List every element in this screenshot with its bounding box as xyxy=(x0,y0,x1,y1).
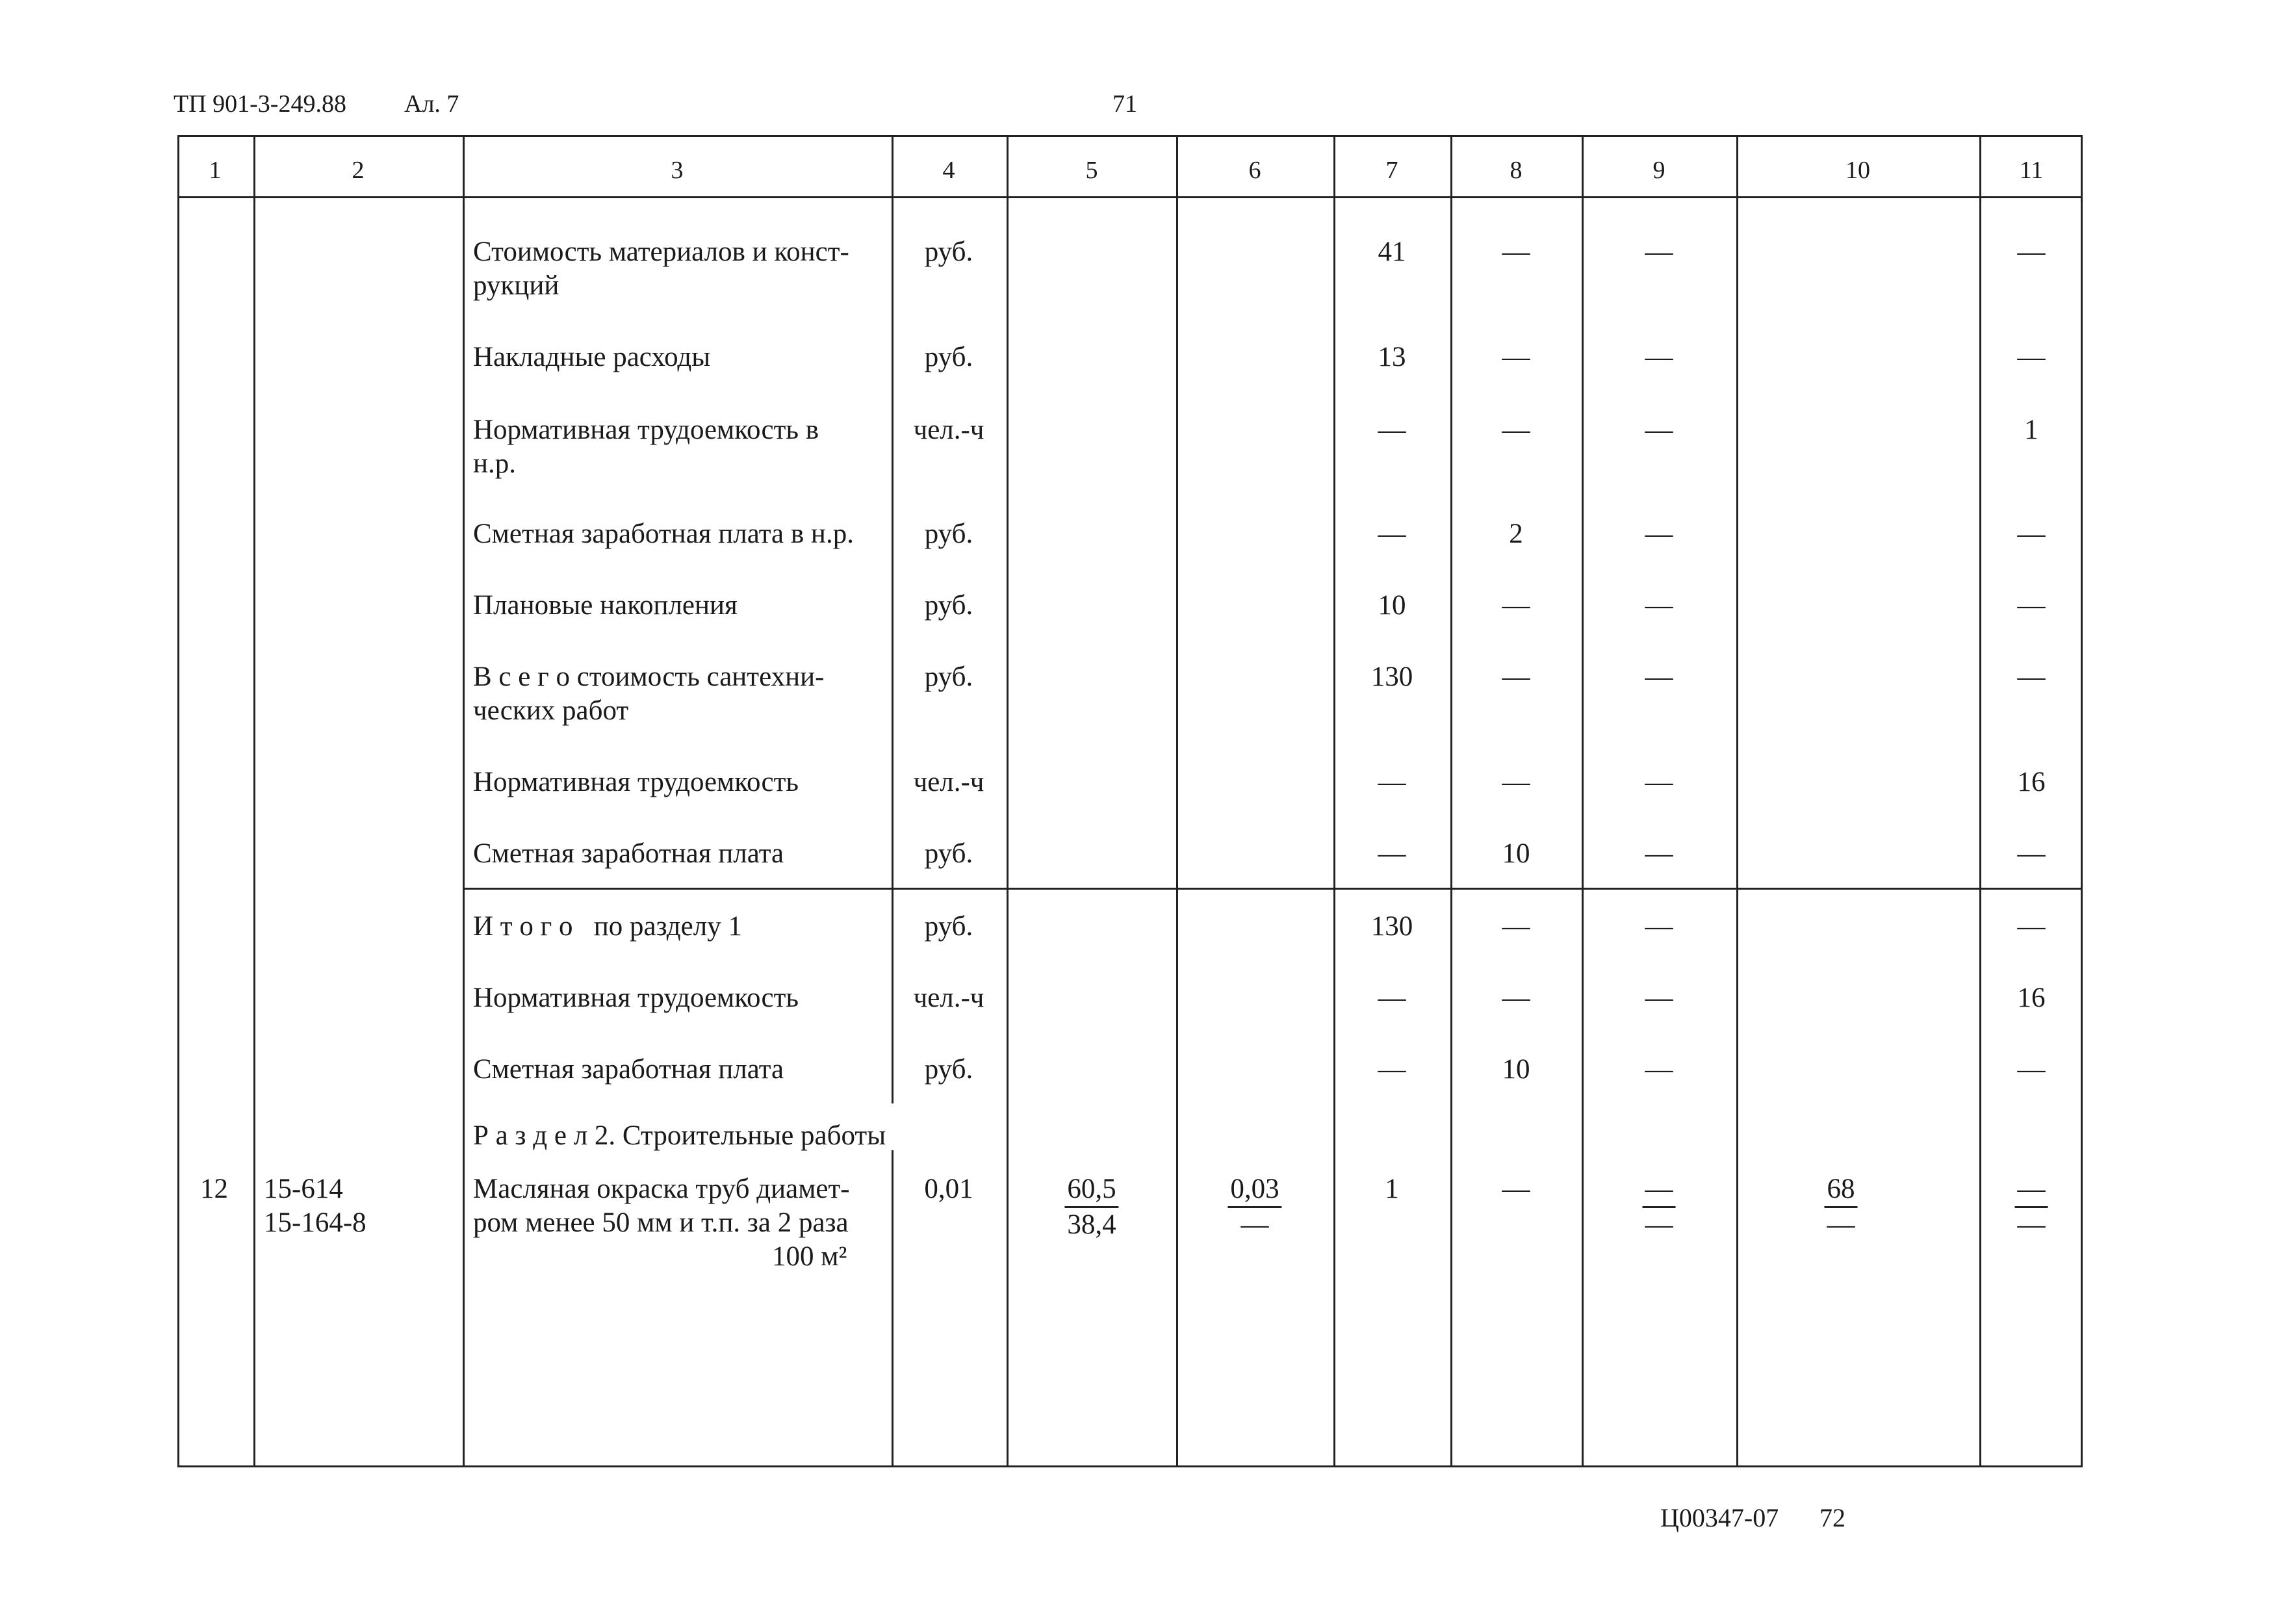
row-c7: — xyxy=(1378,767,1406,797)
row-c8: 10 xyxy=(1502,1054,1530,1085)
row-unit: чел.-ч xyxy=(913,767,984,797)
row-c9: — xyxy=(1645,237,1673,267)
item-code-2: 15-164-8 xyxy=(264,1207,366,1238)
row-unit: руб. xyxy=(924,1054,973,1085)
col-divider-7 xyxy=(1450,135,1452,1467)
row-name: Сметная заработная плата xyxy=(473,838,784,869)
album-label: Ал. 7 xyxy=(404,90,459,118)
row-c9: — xyxy=(1645,662,1673,692)
row-unit: руб. xyxy=(924,519,973,549)
col-divider-1 xyxy=(253,135,255,1467)
row-unit: руб. xyxy=(924,838,973,869)
row-c11: — xyxy=(2017,519,2046,549)
column-header: 2 xyxy=(352,157,365,184)
col-divider-5 xyxy=(1176,135,1178,1467)
row-name: Нормативная трудоемкость xyxy=(473,983,799,1013)
column-header: 8 xyxy=(1510,157,1523,184)
row-unit: руб. xyxy=(924,590,973,621)
row-c11: 16 xyxy=(2017,767,2046,797)
row-unit: чел.-ч xyxy=(913,415,984,445)
col-divider-10 xyxy=(1979,135,1981,1467)
item-col7: 1 xyxy=(1385,1174,1399,1204)
row-c8: — xyxy=(1502,983,1530,1013)
row-name: Стоимость материалов и конст- xyxy=(473,237,849,267)
section1-total-divider xyxy=(463,888,2083,890)
row-c9: — xyxy=(1645,1054,1673,1085)
column-header: 7 xyxy=(1385,157,1398,184)
row-c8: 10 xyxy=(1502,838,1530,869)
item-name-line2: ром менее 50 мм и т.п. за 2 раза xyxy=(473,1207,849,1238)
section2-title: Р а з д е л 2. Строительные работы xyxy=(473,1120,886,1151)
column-header: 9 xyxy=(1652,157,1665,184)
row-c11: — xyxy=(2017,342,2046,372)
item-col11-bottom: — xyxy=(2017,1209,2046,1240)
row-unit: руб. xyxy=(924,237,973,267)
row-c8: — xyxy=(1502,590,1530,621)
row-c9: — xyxy=(1645,519,1673,549)
row-name-cont: ческих работ xyxy=(473,695,629,726)
row-c8: — xyxy=(1502,911,1530,942)
row-c11: 1 xyxy=(2024,415,2038,445)
item-col5-top: 60,5 xyxy=(1064,1172,1118,1208)
footer-page: 72 xyxy=(1819,1503,1845,1532)
item-name-unit: 100 м² xyxy=(772,1241,847,1272)
row-c7: — xyxy=(1378,838,1406,869)
row-c9: — xyxy=(1645,911,1673,942)
row-c11: — xyxy=(2017,662,2046,692)
row-c7: 130 xyxy=(1370,911,1413,942)
item-quantity: 0,01 xyxy=(924,1174,973,1204)
item-number: 12 xyxy=(200,1174,228,1204)
doc-code: ТП 901-3-249.88 xyxy=(174,90,346,118)
row-name: Нормативная трудоемкость xyxy=(473,767,799,797)
item-name-line1: Масляная окраска труб диамет- xyxy=(473,1174,850,1204)
row-c7: — xyxy=(1378,983,1406,1013)
col-divider-6 xyxy=(1333,135,1335,1467)
row-c9: — xyxy=(1645,415,1673,445)
item-col6-top: 0,03 xyxy=(1228,1172,1281,1208)
row-c8: — xyxy=(1502,767,1530,797)
row-name: Сметная заработная плата xyxy=(473,1054,784,1085)
item-col9-bottom: — xyxy=(1645,1209,1673,1240)
footer-code: Ц00347-07 xyxy=(1660,1503,1779,1532)
row-unit: руб. xyxy=(924,911,973,942)
row-c7: 130 xyxy=(1370,662,1413,692)
col-divider-4 xyxy=(1007,135,1009,1467)
row-c7: 10 xyxy=(1378,590,1406,621)
column-header: 4 xyxy=(942,157,955,184)
item-col6-fraction xyxy=(1228,1172,1281,1242)
col-divider-3a xyxy=(892,135,893,1103)
row-unit: чел.-ч xyxy=(913,983,984,1013)
column-header: 6 xyxy=(1248,157,1261,184)
row-c9: — xyxy=(1645,983,1673,1013)
row-unit: руб. xyxy=(924,662,973,692)
row-c7: — xyxy=(1378,1054,1406,1085)
row-c9: — xyxy=(1645,838,1673,869)
col-divider-2 xyxy=(463,135,465,1467)
row-name: Сметная заработная плата в н.р. xyxy=(473,519,854,549)
row-c9: — xyxy=(1645,342,1673,372)
row-c11: — xyxy=(2017,838,2046,869)
row-c7: 41 xyxy=(1378,237,1406,267)
col-divider-3b xyxy=(892,1150,893,1467)
item-col6-bottom: — xyxy=(1240,1209,1269,1240)
item-code-1: 15-614 xyxy=(264,1174,343,1204)
column-header: 5 xyxy=(1085,157,1098,184)
column-header: 1 xyxy=(209,157,222,184)
row-c11: — xyxy=(2017,1054,2046,1085)
column-header: 11 xyxy=(2019,157,2044,184)
row-c7: — xyxy=(1378,415,1406,445)
row-c7: — xyxy=(1378,519,1406,549)
page-number: 71 xyxy=(1112,90,1137,118)
row-name-cont: рукций xyxy=(473,270,559,301)
row-c9: — xyxy=(1645,590,1673,621)
row-name: Накладные расходы xyxy=(473,342,711,372)
item-col10-bottom: — xyxy=(1827,1209,1855,1240)
row-c11: 16 xyxy=(2017,983,2046,1013)
item-col9-top: — xyxy=(1643,1172,1676,1208)
item-col11-fraction xyxy=(2015,1172,2048,1242)
item-col5-fraction xyxy=(1064,1172,1118,1242)
row-c8: — xyxy=(1502,662,1530,692)
row-c11: — xyxy=(2017,237,2046,267)
row-c8: 2 xyxy=(1509,519,1523,549)
col-divider-9 xyxy=(1736,135,1738,1467)
column-header: 3 xyxy=(671,157,684,184)
row-c11: — xyxy=(2017,911,2046,942)
item-col10-top: 68 xyxy=(1825,1172,1858,1208)
row-name-cont: н.р. xyxy=(473,448,517,479)
row-c8: — xyxy=(1502,342,1530,372)
item-col5-bottom: 38,4 xyxy=(1067,1209,1116,1240)
column-header: 10 xyxy=(1845,157,1870,184)
row-name: В с е г о стоимость сантехни- xyxy=(473,662,825,692)
row-c11: — xyxy=(2017,590,2046,621)
item-col11-top: — xyxy=(2015,1172,2048,1208)
row-c9: — xyxy=(1645,767,1673,797)
row-unit: руб. xyxy=(924,342,973,372)
row-c8: — xyxy=(1502,415,1530,445)
item-col10-fraction xyxy=(1825,1172,1858,1242)
item-col9-fraction xyxy=(1643,1172,1676,1242)
row-c8: — xyxy=(1502,237,1530,267)
col-divider-8 xyxy=(1582,135,1584,1467)
row-c7: 13 xyxy=(1378,342,1406,372)
row-name: Нормативная трудоемкость в xyxy=(473,415,819,445)
row-name: Плановые накопления xyxy=(473,590,738,621)
item-col8: — xyxy=(1502,1174,1530,1204)
row-name: И т о г о по разделу 1 xyxy=(473,911,742,942)
